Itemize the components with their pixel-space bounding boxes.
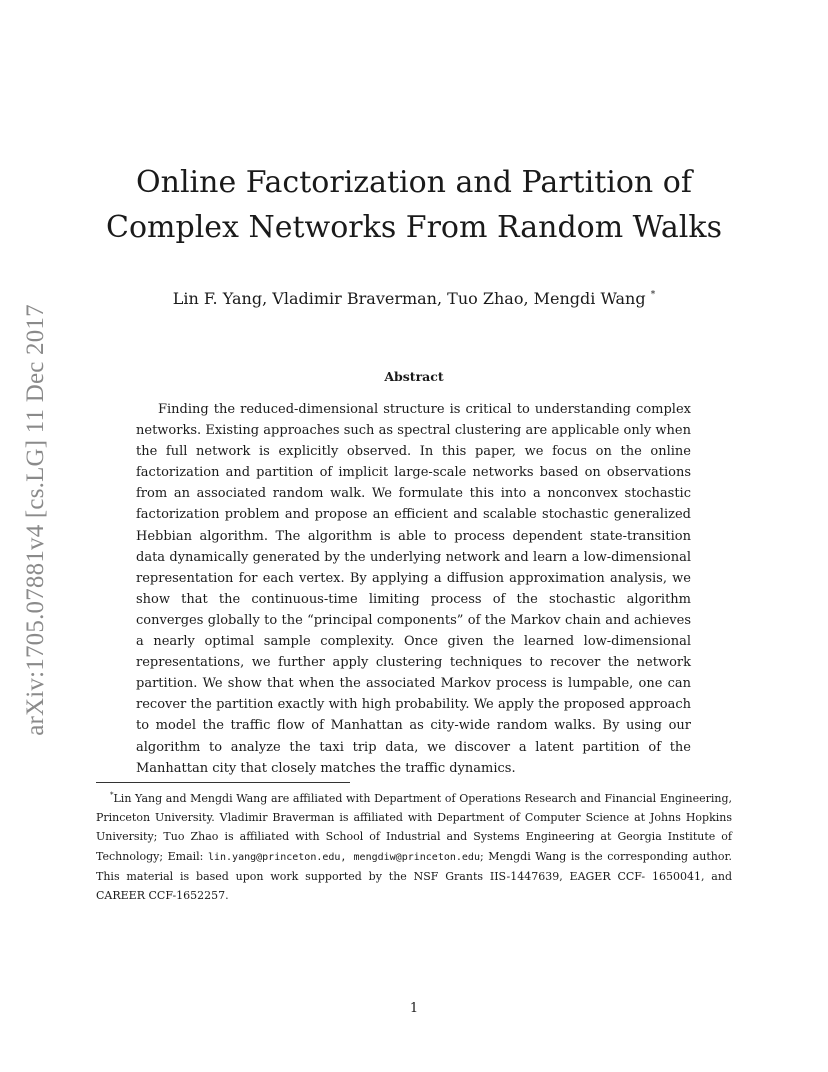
title-line-1: Online Factorization and Partition of — [136, 165, 692, 200]
title-line-2: Complex Networks From Random Walks — [106, 210, 722, 245]
footnote-emails: lin.yang@princeton.edu, mengdiw@princeton.edu — [207, 851, 480, 863]
footnote-text-affiliations: Lin Yang and Mengdi Wang are affiliated with Department of Operations Research and Financial Engineering, Princeton University. Vladimir Braverman is affiliated with Department of Computer Science at Johns Hopkins University; Tuo Zhao is affiliated with School of Industrial and Systems Engineering at Georgia Institute of Technology; Email: — [96, 792, 732, 863]
paper-title — [60, 160, 768, 250]
footnote-marker: * — [110, 791, 114, 799]
author-list — [60, 284, 768, 310]
page-number: 1 — [409, 1001, 419, 1016]
arxiv-identifier: arXiv:1705.07881v4 [cs.LG] 11 Dec 2017 — [22, 304, 49, 736]
abstract-body: Finding the reduced-dimensional structure is critical to understanding complex networks. Existing approaches such as spectral clustering are applicable only when the full network is explicitly observed. In this paper, we focus on the online factorization and partition of implicit large-scale networks based on observations from an associated random walk. We formulate this into a nonconvex stochastic factorization problem and propose an efficient and scalable stochastic generalized Hebbian algorithm. The algorithm is able to process dependent state-transition data dynamically generated by the underlying network and learn a low-dimensional representation for each vertex. By applying a diffusion approximation analysis, we show that the continuous-time limiting process of the stochastic algorithm converges globally to the “principal components” of the Markov chain and achieves a nearly optimal sample complexity. Once given the learned low-dimensional representations, we further apply clustering techniques to recover the network partition. We show that when the associated Markov process is lumpable, one can recover the partition exactly with high probability. We apply the proposed approach to model the traffic flow of Manhattan as city-wide random walks. By using our algorithm to analyze the taxi trip data, we discover a latent partition of the Manhattan city that closely matches the traffic dynamics. — [136, 402, 691, 776]
footnote-rule — [96, 782, 350, 783]
author-names: Lin F. Yang, Vladimir Braverman, Tuo Zhao, Mengdi Wang — [172, 289, 646, 308]
footnote-text-support: ; Mengdi Wang is the corresponding author. This material is based upon work supported by the NSF Grants IIS-1447639, EAGER CCF- 1650041, and CAREER CCF-1652257. — [96, 849, 732, 903]
abstract-heading: Abstract — [384, 369, 444, 384]
footnote — [96, 786, 732, 905]
arxiv-side-label — [0, 0, 62, 1072]
author-footnote-marker: * — [650, 290, 656, 300]
